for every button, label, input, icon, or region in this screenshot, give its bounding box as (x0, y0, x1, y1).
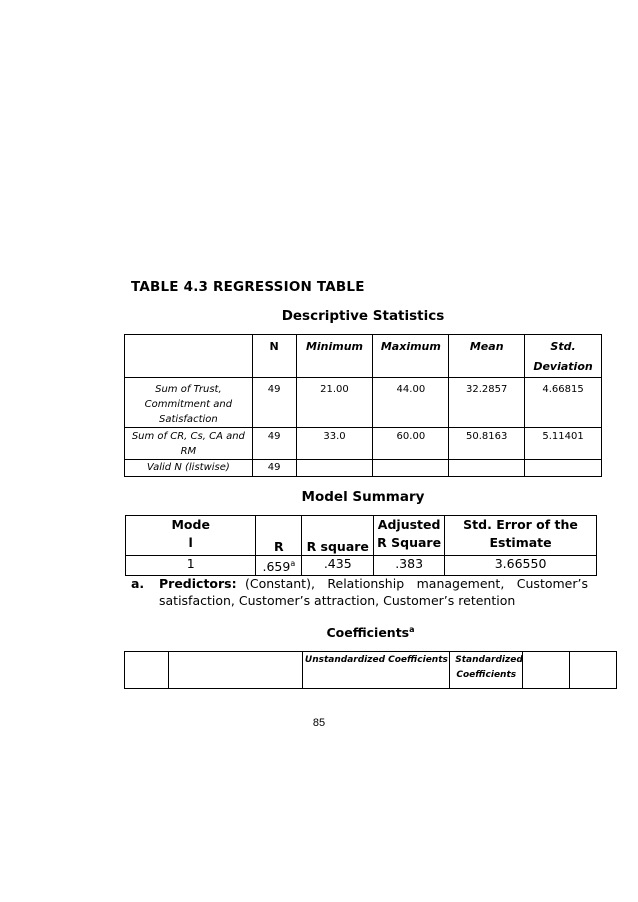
table-cell: .383 (374, 556, 445, 576)
table-cell (256, 556, 302, 576)
header-cell (450, 652, 523, 689)
header-cell (374, 516, 445, 556)
header-text: Adjusted R Square (377, 517, 442, 550)
header-cell (168, 652, 303, 689)
row-label: Valid N (listwise) (125, 460, 253, 477)
r-superscript: a (290, 559, 296, 568)
table-row (126, 556, 597, 576)
row-label: Sum of Trust, Commitment and Satisfaction (125, 378, 253, 428)
table-cell (373, 460, 449, 477)
table-cell: 1 (126, 556, 256, 576)
header-cell: Maximum (373, 335, 449, 378)
model-summary-table (125, 515, 597, 576)
table-cell: 33.0 (296, 428, 373, 460)
header-cell: N (252, 335, 296, 378)
header-row (125, 335, 602, 378)
row-label: Sum of CR, Cs, CA and RM (125, 428, 253, 460)
table-cell (449, 460, 525, 477)
r-value: .659 (262, 559, 291, 575)
header-row (125, 652, 617, 689)
header-text: Mode l (171, 517, 210, 550)
table-row (125, 460, 602, 477)
table-cell: 44.00 (373, 378, 449, 428)
header-text: Standardized Coefficients (455, 655, 523, 680)
header-cell: Minimum (296, 335, 373, 378)
header-cell: R square (302, 516, 374, 556)
footnote-label: Predictors: (159, 576, 237, 591)
table-cell (296, 460, 373, 477)
table-cell: 5.11401 (525, 428, 602, 460)
footnote-line-1: (Constant), Relationship management, Customer’s (245, 576, 588, 591)
header-cell (570, 652, 617, 689)
header-cell: Unstandardized Coefficients (303, 652, 450, 689)
header-cell (445, 516, 597, 556)
table-title: TABLE 4.3 REGRESSION TABLE (131, 279, 365, 295)
table-cell: 60.00 (373, 428, 449, 460)
table-cell: 32.2857 (449, 378, 525, 428)
table-row (125, 428, 602, 460)
table-cell: .435 (302, 556, 374, 576)
table-cell: 49 (252, 460, 296, 477)
coefficients-table (124, 651, 617, 689)
coefficients-superscript: a (409, 625, 415, 634)
table-cell: 49 (252, 378, 296, 428)
table-cell: 21.00 (296, 378, 373, 428)
table-cell: 50.8163 (449, 428, 525, 460)
table-cell (525, 460, 602, 477)
coefficients-heading-text: Coefficients (326, 625, 410, 641)
header-cell: Std. Deviation (525, 335, 602, 378)
coefficients-heading (124, 625, 617, 640)
header-cell (126, 516, 256, 556)
header-row (126, 516, 597, 556)
header-cell (125, 652, 169, 689)
table-cell: 3.66550 (445, 556, 597, 576)
header-cell: Mean (449, 335, 525, 378)
table-cell: 4.66815 (525, 378, 602, 428)
model-summary-heading: Model Summary (301, 489, 425, 505)
header-cell (125, 335, 253, 378)
descriptive-heading: Descriptive Statistics (281, 308, 445, 324)
header-text: Std. Error of the Estimate (463, 517, 578, 550)
page-number: 85 (312, 717, 326, 729)
header-cell: R (256, 516, 302, 556)
descriptive-statistics-table (124, 334, 602, 477)
header-cell (523, 652, 570, 689)
footnote-line-2: satisfaction, Customer’s attraction, Customer’s retention (159, 593, 516, 608)
table-cell: 49 (252, 428, 296, 460)
footnote-marker: a. (131, 576, 145, 591)
table-row (125, 378, 602, 428)
